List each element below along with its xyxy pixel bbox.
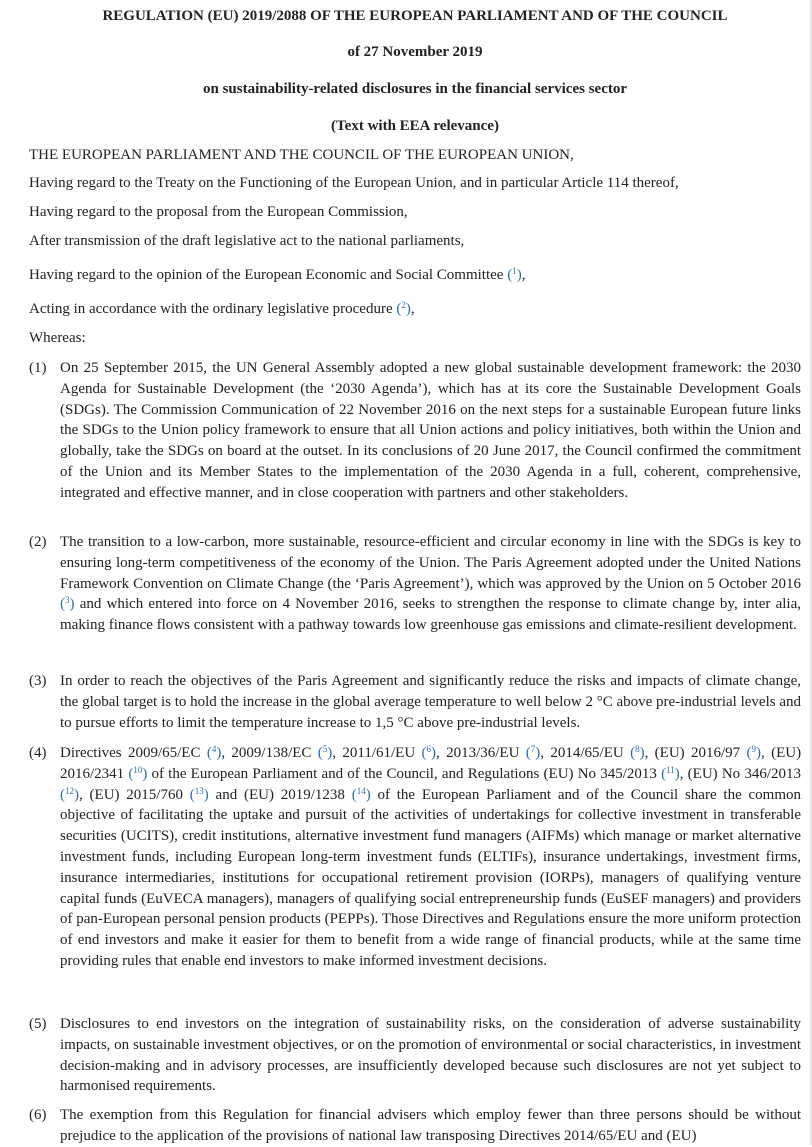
footnote-link-9[interactable]: ($^9$)	[746, 744, 761, 761]
recital-number: (5)	[29, 1016, 47, 1032]
recital-text: Directives 2009/65/EC ($^4$), 2009/138/EC ($^5$), 2011/61/EU ($^6$), 2013/36/EU ($^7$), 2014/65/EU ($^8$), (EU) 2016/97 ($^9$), (EU) 2016/2341 ($^{10}$) of the European Parliament and of the Council, and Regulations (EU) No 345/2013 ($^{11}$), (EU) No 346/2013 ($^{12}$), (EU) 2015/760 ($^{13}$) and (EU) 2019/1238 ($^{14}$) of the European Parliament and of the Council share the common objective of facilitating the uptake and pursuit of the activities of undertakings for collective investment in transferable securities (UCITS), credit institutions, alternative investment fund managers (AIFMs) which manage or market alternative investment funds, including European long-term investment funds (ELTIFs), insurance undertakings, investment firms, insurance intermediaries, institutions for occupational retirement provision (IORPs), managers of qualifying venture capital funds (EuVECA managers), managers of qualifying social entrepreneurship funds (EuSEF managers) and providers of pan-European personal pension products (PEPPs). Those Directives and Regulations ensure the more uniform protection of end investors and make it easier for them to benefit from a wide range of financial products, while at the same time providing rules that enable end investors to make informed investment decisions.	[60, 744, 802, 969]
preamble-procedure-text: Acting in accordance with the ordinary legislative procedure	[29, 301, 393, 317]
preamble-proposal: Having regard to the proposal from the European Commission,	[29, 204, 408, 220]
recital-number: (1)	[29, 360, 47, 376]
recital-text: The transition to a low-carbon, more sustainable, resource-efficient and circular economy in line with the SDGs is key to ensuring long-term competitiveness of the economy of the Union. The Paris Agreement adopted under the United Nations Framework Convention on Climate Change (the ‘Paris Agreement’), which was approved by the Union on 5 October 2016 ($^3$) and which entered into force on 4 November 2016, seeks to strengthen the response to climate change by, inter alia, making finance flows consistent with a pathway towards low greenhouse gas emissions and climate-resilient development.	[60, 534, 801, 634]
recital-1	[29, 358, 801, 504]
preamble-opinion: Having regard to the opinion of the European Economic and Social Committee ($^1$),	[29, 266, 526, 283]
preamble-transmission: After transmission of the draft legislative act to the national parliaments,	[29, 233, 465, 249]
eea-relevance-note: (Text with EEA relevance)	[331, 118, 499, 134]
footnote-link-14[interactable]: ($^{14}$)	[351, 785, 371, 803]
recital-number: (2)	[29, 534, 47, 550]
recital-number: (4)	[29, 745, 47, 761]
regulation-date: of 27 November 2019	[347, 44, 483, 60]
preamble-procedure: Acting in accordance with the ordinary legislative procedure ($^2$),	[29, 300, 415, 317]
footnote-link-8[interactable]: ($^8$)	[630, 744, 645, 761]
footnote-link-12[interactable]: ($^{12}$)	[60, 785, 79, 803]
recital-3	[29, 671, 801, 733]
footnote-link-13[interactable]: ($^{13}$)	[189, 785, 209, 803]
recital-text: On 25 September 2015, the UN General Assembly adopted a new global sustainable development framework: the 2030 Agenda for Sustainable Development (the ‘2030 Agenda’), which has at its core the Sustainable Development Goals (SDGs). The Commission Communication of 22 November 2016 on the next steps for a sustainable European future links the SDGs to the Union policy framework to ensure that all Union actions and policy initiatives, both within the Union and globally, take the SDGs on board at the outset. In its conclusions of 20 June 2017, the Council confirmed the commitment of the Union and its Member States to the implementation of the 2030 Agenda in a full, coherent, comprehensive, integrated and effective manner, and in close cooperation with partners and other stakeholders.	[60, 360, 801, 501]
regulation-subject: on sustainability-related disclosures in the financial services sector	[202, 81, 627, 97]
regulation-title: REGULATION (EU) 2019/2088 OF THE EUROPEAN PARLIAMENT AND OF THE COUNCIL	[102, 8, 728, 24]
footnote-link-4[interactable]: ($^4$)	[206, 744, 222, 761]
preamble-authors: THE EUROPEAN PARLIAMENT AND THE COUNCIL OF THE EUROPEAN UNION,	[29, 147, 574, 163]
recital-text: The exemption from this Regulation for financial advisers which employ fewer than three persons should be without prejudice to the application of the provisions of national law transposing Directives 2014/65/EU and (EU)	[60, 1107, 801, 1144]
footnote-link-10[interactable]: ($^{10}$)	[128, 764, 148, 782]
recital-2	[29, 532, 801, 636]
footnote-link-11[interactable]: ($^{11}$)	[661, 764, 680, 782]
preamble-treaty: Having regard to the Treaty on the Functioning of the European Union, and in particular Article 114 thereof,	[29, 175, 679, 191]
footnote-link-3[interactable]: ($^3$)	[60, 595, 75, 613]
footnote-link-2[interactable]: ($^2$)	[396, 300, 411, 317]
preamble-opinion-text: Having regard to the opinion of the European Economic and Social Committee	[29, 267, 504, 283]
recital-4	[29, 743, 801, 972]
footnote-link-7[interactable]: ($^7$)	[525, 744, 541, 761]
whereas-label: Whereas:	[29, 330, 86, 346]
recital-text: Disclosures to end investors on the integration of sustainability risks, on the consideration of adverse sustainability impacts, on sustainable investment objectives, or on the promotion of environmental or social characteristics, in investment decision-making and in advisory processes, are insufficiently developed because such disclosures are not yet subject to harmonised requirements.	[60, 1016, 801, 1095]
footnote-link-6[interactable]: ($^6$)	[421, 744, 436, 761]
footnote-link-1[interactable]: ($^1$)	[507, 266, 522, 283]
footnote-link-5[interactable]: ($^5$)	[317, 744, 333, 761]
recital-number: (6)	[29, 1107, 47, 1123]
recital-5	[29, 1014, 801, 1097]
recital-number: (3)	[29, 673, 47, 689]
recital-6	[29, 1105, 801, 1147]
recital-text: In order to reach the objectives of the Paris Agreement and significantly reduce the risks and impacts of climate change, the global target is to hold the increase in the global average temperature to well below 2 °C above pre-industrial levels and to pursue efforts to limit the temperature increase to 1,5 °C above pre-industrial levels.	[60, 673, 801, 731]
